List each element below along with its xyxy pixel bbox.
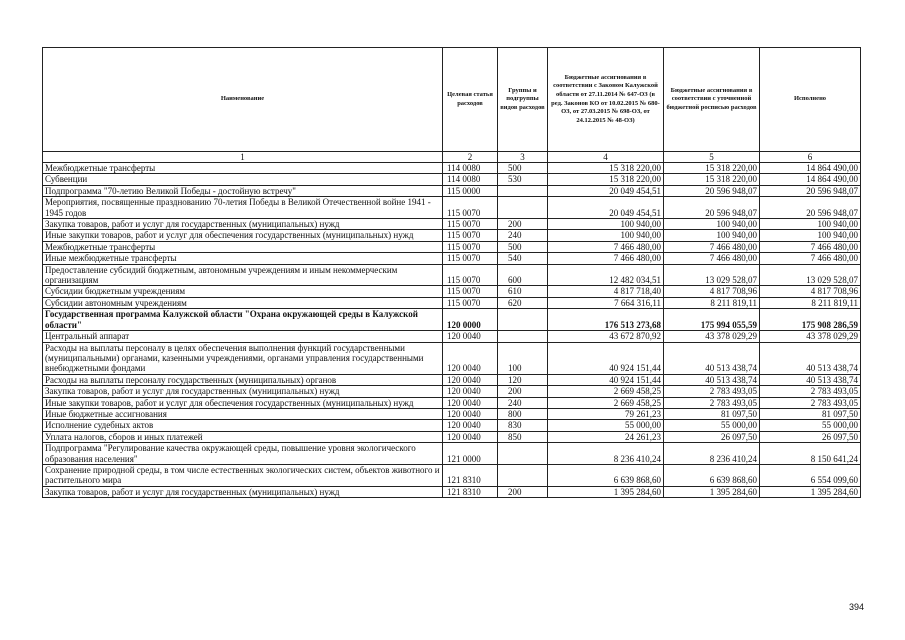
row-name: Сохранение природной среды, в том числе естественных экологических систем, объектов животного и растительного мира xyxy=(43,464,443,486)
row-target-article: 115 0070 xyxy=(443,219,498,230)
budget-table-container xyxy=(42,47,861,498)
table-row xyxy=(43,486,861,497)
row-budget-law: 6 639 868,60 xyxy=(548,464,664,486)
row-budget-updated: 100 940,00 xyxy=(664,219,760,230)
row-target-article: 115 0070 xyxy=(443,230,498,241)
row-expense-group: 600 xyxy=(498,264,548,286)
row-expense-group xyxy=(498,464,548,486)
row-target-article: 115 0070 xyxy=(443,297,498,308)
page-number: 394 xyxy=(849,602,865,612)
table-row xyxy=(43,309,861,331)
row-budget-updated: 7 466 480,00 xyxy=(664,253,760,264)
row-target-article: 120 0040 xyxy=(443,386,498,397)
row-target-article: 115 0000 xyxy=(443,185,498,196)
row-budget-updated: 7 466 480,00 xyxy=(664,241,760,252)
column-number: 5 xyxy=(664,152,760,163)
row-budget-updated: 6 639 868,60 xyxy=(664,464,760,486)
table-row xyxy=(43,420,861,431)
row-executed: 14 864 490,00 xyxy=(760,163,861,174)
row-executed: 7 466 480,00 xyxy=(760,241,861,252)
row-budget-law: 2 669 458,25 xyxy=(548,386,664,397)
row-name: Иные закупки товаров, работ и услуг для обеспечения государственных (муниципальных) нужд xyxy=(43,397,443,408)
row-name: Предоставление субсидий бюджетным, автономным учреждениям и иным некоммерческим организациям xyxy=(43,264,443,286)
row-expense-group: 620 xyxy=(498,297,548,308)
row-executed: 13 029 528,07 xyxy=(760,264,861,286)
row-expense-group: 200 xyxy=(498,219,548,230)
row-budget-updated: 8 211 819,11 xyxy=(664,297,760,308)
row-budget-updated: 2 783 493,05 xyxy=(664,397,760,408)
row-expense-group: 610 xyxy=(498,286,548,297)
row-budget-updated: 43 378 029,29 xyxy=(664,331,760,342)
row-target-article: 120 0040 xyxy=(443,342,498,374)
row-budget-law: 15 318 220,00 xyxy=(548,174,664,185)
row-target-article: 120 0040 xyxy=(443,397,498,408)
row-expense-group: 240 xyxy=(498,230,548,241)
row-expense-group xyxy=(498,197,548,219)
row-executed: 100 940,00 xyxy=(760,219,861,230)
row-name: Расходы на выплаты персоналу государственных (муниципальных) органов xyxy=(43,374,443,385)
row-target-article: 121 8310 xyxy=(443,486,498,497)
row-budget-law: 8 236 410,24 xyxy=(548,443,664,465)
table-row xyxy=(43,374,861,385)
table-row xyxy=(43,197,861,219)
row-executed: 1 395 284,60 xyxy=(760,486,861,497)
row-name: Межбюджетные трансферты xyxy=(43,241,443,252)
row-executed: 43 378 029,29 xyxy=(760,331,861,342)
table-row xyxy=(43,408,861,419)
row-expense-group: 500 xyxy=(498,241,548,252)
row-executed: 8 211 819,11 xyxy=(760,297,861,308)
row-budget-updated: 26 097,50 xyxy=(664,431,760,442)
row-expense-group: 120 xyxy=(498,374,548,385)
row-target-article: 120 0040 xyxy=(443,420,498,431)
row-name: Закупка товаров, работ и услуг для государственных (муниципальных) нужд xyxy=(43,486,443,497)
row-budget-law: 43 672 870,92 xyxy=(548,331,664,342)
row-budget-updated: 20 596 948,07 xyxy=(664,185,760,196)
header-name: Наименование xyxy=(43,48,443,152)
budget-execution-table xyxy=(42,47,861,498)
row-budget-law: 55 000,00 xyxy=(548,420,664,431)
row-name: Субсидии автономным учреждениям xyxy=(43,297,443,308)
row-executed: 8 150 641,24 xyxy=(760,443,861,465)
row-budget-updated: 100 940,00 xyxy=(664,230,760,241)
row-expense-group: 240 xyxy=(498,397,548,408)
row-budget-updated: 40 513 438,74 xyxy=(664,374,760,385)
table-row xyxy=(43,241,861,252)
row-name: Закупка товаров, работ и услуг для государственных (муниципальных) нужд xyxy=(43,219,443,230)
row-expense-group xyxy=(498,331,548,342)
row-name: Расходы на выплаты персоналу в целях обеспечения выполнения функций государственными (муниципальными) органами, казенными учреждениями, органами управления государственными внебюджетными фондами xyxy=(43,342,443,374)
table-header-row xyxy=(43,48,861,152)
row-name: Уплата налогов, сборов и иных платежей xyxy=(43,431,443,442)
row-name: Закупка товаров, работ и услуг для государственных (муниципальных) нужд xyxy=(43,386,443,397)
row-name: Подпрограмма "Регулирование качества окружающей среды, повышение уровня экологического образования населения" xyxy=(43,443,443,465)
row-expense-group: 830 xyxy=(498,420,548,431)
row-budget-law: 2 669 458,25 xyxy=(548,397,664,408)
row-executed: 40 513 438,74 xyxy=(760,374,861,385)
row-budget-updated: 15 318 220,00 xyxy=(664,163,760,174)
table-row xyxy=(43,386,861,397)
row-expense-group xyxy=(498,309,548,331)
header-target-article: Целевая статья расходов xyxy=(443,48,498,152)
row-executed: 7 466 480,00 xyxy=(760,253,861,264)
column-number: 3 xyxy=(498,152,548,163)
row-name: Субсидии бюджетным учреждениям xyxy=(43,286,443,297)
column-number: 2 xyxy=(443,152,498,163)
header-budget-updated: Бюджетные ассигнования в соответствии с уточненной бюджетной росписью расходов xyxy=(664,48,760,152)
row-budget-updated: 55 000,00 xyxy=(664,420,760,431)
row-executed: 6 554 099,60 xyxy=(760,464,861,486)
row-target-article: 121 0000 xyxy=(443,443,498,465)
row-name: Межбюджетные трансферты xyxy=(43,163,443,174)
row-budget-law: 40 924 151,44 xyxy=(548,374,664,385)
row-target-article: 114 0080 xyxy=(443,163,498,174)
row-target-article: 115 0070 xyxy=(443,253,498,264)
row-budget-updated: 4 817 708,96 xyxy=(664,286,760,297)
row-name: Подпрограмма "70-летию Великой Победы - достойную встречу" xyxy=(43,185,443,196)
row-name: Центральный аппарат xyxy=(43,331,443,342)
row-expense-group: 500 xyxy=(498,163,548,174)
row-target-article: 115 0070 xyxy=(443,241,498,252)
row-target-article: 121 8310 xyxy=(443,464,498,486)
row-name: Исполнение судебных актов xyxy=(43,420,443,431)
row-target-article: 120 0040 xyxy=(443,408,498,419)
row-executed: 2 783 493,05 xyxy=(760,397,861,408)
row-budget-updated: 40 513 438,74 xyxy=(664,342,760,374)
header-expense-group: Группы и подгруппы видов расходов xyxy=(498,48,548,152)
row-expense-group: 800 xyxy=(498,408,548,419)
row-executed: 26 097,50 xyxy=(760,431,861,442)
row-expense-group: 530 xyxy=(498,174,548,185)
row-expense-group xyxy=(498,443,548,465)
row-budget-updated: 81 097,50 xyxy=(664,408,760,419)
column-number: 6 xyxy=(760,152,861,163)
row-name: Субвенции xyxy=(43,174,443,185)
table-row xyxy=(43,264,861,286)
row-name: Иные закупки товаров, работ и услуг для обеспечения государственных (муниципальных) нужд xyxy=(43,230,443,241)
row-budget-law: 100 940,00 xyxy=(548,230,664,241)
row-budget-updated: 1 395 284,60 xyxy=(664,486,760,497)
table-row xyxy=(43,219,861,230)
row-expense-group xyxy=(498,185,548,196)
row-budget-law: 20 049 454,51 xyxy=(548,197,664,219)
table-row xyxy=(43,185,861,196)
row-name: Мероприятия, посвященные празднованию 70-летия Победы в Великой Отечественной войне 1941 - 1945 годов xyxy=(43,197,443,219)
row-budget-law: 176 513 273,68 xyxy=(548,309,664,331)
row-executed: 175 908 286,59 xyxy=(760,309,861,331)
row-budget-law: 15 318 220,00 xyxy=(548,163,664,174)
header-budget-law: Бюджетные ассигнования в соответствии с Законом Калужской области от 27.11.2014 № 647-ОЗ (в ред. Законов КО от 10.02.2015 № 680-ОЗ, от 27.03.2015 № 698-ОЗ, от 24.12.2015 № 48-ОЗ) xyxy=(548,48,664,152)
row-target-article: 115 0070 xyxy=(443,197,498,219)
row-expense-group: 100 xyxy=(498,342,548,374)
table-row xyxy=(43,464,861,486)
row-budget-updated: 2 783 493,05 xyxy=(664,386,760,397)
row-executed: 2 783 493,05 xyxy=(760,386,861,397)
row-executed: 20 596 948,07 xyxy=(760,197,861,219)
row-executed: 55 000,00 xyxy=(760,420,861,431)
row-budget-law: 12 482 034,51 xyxy=(548,264,664,286)
row-budget-law: 79 261,23 xyxy=(548,408,664,419)
row-target-article: 114 0080 xyxy=(443,174,498,185)
table-row xyxy=(43,331,861,342)
row-expense-group: 850 xyxy=(498,431,548,442)
row-name: Государственная программа Калужской области "Охрана окружающей среды в Калужской области" xyxy=(43,309,443,331)
row-budget-law: 7 664 316,11 xyxy=(548,297,664,308)
table-row xyxy=(43,174,861,185)
row-target-article: 120 0040 xyxy=(443,331,498,342)
row-budget-law: 7 466 480,00 xyxy=(548,241,664,252)
table-body xyxy=(43,163,861,498)
row-target-article: 120 0040 xyxy=(443,431,498,442)
row-executed: 40 513 438,74 xyxy=(760,342,861,374)
table-row xyxy=(43,286,861,297)
table-row xyxy=(43,253,861,264)
row-budget-law: 100 940,00 xyxy=(548,219,664,230)
row-executed: 4 817 708,96 xyxy=(760,286,861,297)
column-number: 4 xyxy=(548,152,664,163)
table-row xyxy=(43,443,861,465)
row-target-article: 120 0040 xyxy=(443,374,498,385)
row-budget-law: 24 261,23 xyxy=(548,431,664,442)
table-row xyxy=(43,342,861,374)
row-executed: 100 940,00 xyxy=(760,230,861,241)
row-executed: 20 596 948,07 xyxy=(760,185,861,196)
row-name: Иные межбюджетные трансферты xyxy=(43,253,443,264)
row-budget-updated: 20 596 948,07 xyxy=(664,197,760,219)
column-number: 1 xyxy=(43,152,443,163)
row-budget-updated: 13 029 528,07 xyxy=(664,264,760,286)
row-budget-law: 1 395 284,60 xyxy=(548,486,664,497)
table-row xyxy=(43,297,861,308)
row-executed: 14 864 490,00 xyxy=(760,174,861,185)
table-row xyxy=(43,397,861,408)
row-budget-law: 40 924 151,44 xyxy=(548,342,664,374)
row-target-article: 115 0070 xyxy=(443,286,498,297)
row-budget-law: 20 049 454,51 xyxy=(548,185,664,196)
table-row xyxy=(43,431,861,442)
row-budget-law: 4 817 718,40 xyxy=(548,286,664,297)
row-budget-updated: 175 994 055,59 xyxy=(664,309,760,331)
table-row xyxy=(43,230,861,241)
row-budget-updated: 8 236 410,24 xyxy=(664,443,760,465)
row-expense-group: 540 xyxy=(498,253,548,264)
row-expense-group: 200 xyxy=(498,386,548,397)
row-executed: 81 097,50 xyxy=(760,408,861,419)
header-executed: Исполнено xyxy=(760,48,861,152)
row-name: Иные бюджетные ассигнования xyxy=(43,408,443,419)
row-budget-law: 7 466 480,00 xyxy=(548,253,664,264)
row-budget-updated: 15 318 220,00 xyxy=(664,174,760,185)
row-target-article: 115 0070 xyxy=(443,264,498,286)
table-row xyxy=(43,163,861,174)
row-target-article: 120 0000 xyxy=(443,309,498,331)
column-number-row xyxy=(43,152,861,163)
row-expense-group: 200 xyxy=(498,486,548,497)
